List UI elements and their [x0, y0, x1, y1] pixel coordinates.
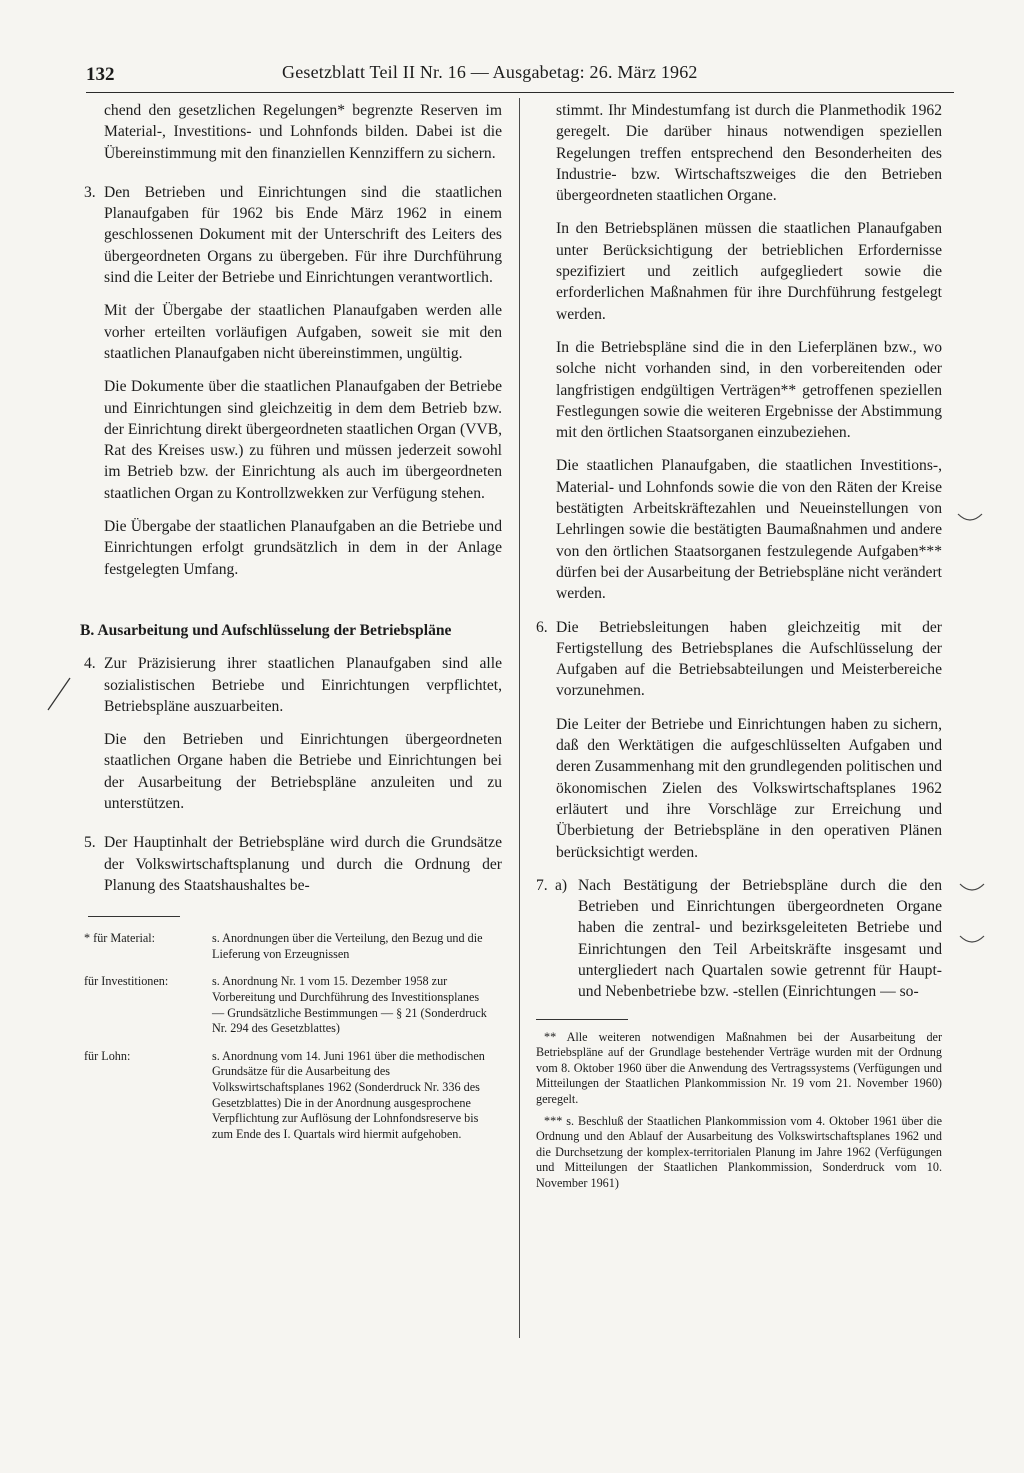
- header-rule: [86, 92, 954, 93]
- item-number: 4.: [84, 655, 96, 673]
- paragraph: Die Leiter der Betriebe und Einrichtungen haben zu sichern, daß den Werktätigen die aufgeschlüsselten Aufgaben und deren Zusammenhang mit den grundlegenden politischen und ökonomischen Zielen des Volkswirtschaftsplanes 1962 erläutert und ihre Vorschläge zur Erreichung und Überbietung der Betriebspläne in den operativen Plänen berücksichtigt werden.: [556, 715, 942, 861]
- paragraph: In die Betriebspläne sind die in den Lieferplänen bzw., wo solche nicht vorhanden sind, in den vorbereitenden oder langfristigen endgültigen Verträgen** getroffenen speziellen Festlegungen sowie die weiteren Ergebnisse der Abstimmung mit den örtlichen Staatsorganen einzubeziehen.: [556, 338, 942, 442]
- pen-mark-curve-1: [956, 510, 984, 528]
- footnote-text: s. Anordnungen über die Verteilung, den Bezug und die Lieferung von Erzeugnissen: [212, 931, 483, 961]
- paragraph-continuation: chend den gesetzlichen Regelungen* begrenzte Reserven im Material-, Investitions- und Lohnfonds bilden. Dabei ist die Übereinstimmung mit den finanziellen Kennziffern zu sichern.: [104, 102, 502, 162]
- numbered-item-5: [84, 832, 502, 896]
- item-number: 5.: [84, 834, 96, 852]
- footnotes-right: [536, 1030, 942, 1192]
- footnote: ** Alle weiteren notwendigen Maßnahmen bei der Ausarbeitung der Betriebspläne auf der Grundlage bestehender Verträge wurden mit der Ordnung vom 8. Oktober 1960 über die Anwendung des Vertragssystems (Verfügungen und Mitteilungen der Staatlichen Plankommission Nr. 19 vom 21. November 1960) geregelt.: [536, 1029, 942, 1106]
- footnote-rule: [536, 1019, 628, 1020]
- paragraph: Die Dokumente über die staatlichen Planaufgaben der Betriebe und Einrichtungen sind gleichzeitig in dem dem Betrieb bzw. der Einrichtung direkt übergeordneten staatlichen Organ (VVB, Rat des Kreises usw.) zu führen und müssen jederzeit sowohl im Betrieb bzw. der Einrichtung als auch im übergeordneten staatlichen Organ zu Kontrollzwekken zur Verfügung stehen.: [104, 378, 502, 502]
- sub-item-letter: a): [555, 876, 568, 894]
- pen-mark-curve-3: [958, 932, 986, 950]
- paragraph-continuation: stimmt. Ihr Mindestumfang ist durch die Planmethodik 1962 geregelt. Die darüber hinaus notwendigen speziellen Regelungen treffen entsprechend den Besonderheiten des Industrie- bzw. Wirtschaftszweiges die den Betrieben übergeordneten staatlichen Organe.: [556, 102, 942, 205]
- item-text: Der Hauptinhalt der Betriebspläne wird durch die Grundsätze der Volkswirtschaftsplanung und durch die Ordnung der Planung des Staatshaushaltes be-: [104, 834, 502, 894]
- page-header-title: Gesetzblatt Teil II Nr. 16 — Ausgabetag: 26. März 1962: [282, 62, 698, 82]
- left-column: [80, 100, 502, 1154]
- footnote: [84, 974, 502, 1036]
- paragraph: Die staatlichen Planaufgaben, die staatlichen Investitions-, Material- und Lohnfonds sowie die von den Räten der Kreise bestätigten Arbeitskräftezahlen und Neueinstellungen von Lehrlingen sowie die bestätigten Baumaßnahmen und andere von den örtlichen Staatsorganen festzulegende Aufgaben*** dürfen bei der Ausarbeitung der Betriebspläne nicht verändert werden.: [556, 457, 942, 603]
- footnote-label: für Lohn:: [84, 1048, 131, 1063]
- footnote-text: s. Anordnung vom 14. Juni 1961 über die methodischen Grundsätze für die Ausarbeitung des Volkswirtschaftsplanes 1962 (Sonderdruck Nr. 336 des Gesetzblattes) Die in der Anordnung ausgesprochene Verpflichtung zur Auflösung der Lohnfondsreserve bis zum Ende des I. Quartals wird hiermit aufgehoben.: [212, 1048, 485, 1141]
- paragraph: Die den Betrieben und Einrichtungen übergeordneten staatlichen Organe haben die Betriebe und Einrichtungen bei der Ausarbeitung der Betriebspläne anzuleiten und zu unterstützen.: [104, 731, 502, 813]
- footnote: [84, 1049, 502, 1143]
- item-text: Die Betriebsleitungen haben gleichzeitig mit der Fertigstellung des Betriebsplanes die Aufschlüsselung der Aufgaben auf die Betriebsabteilungen und Meisterbereiche vorzunehmen.: [556, 618, 942, 700]
- footnote: [84, 931, 502, 962]
- paragraph: Die Übergabe der staatlichen Planaufgaben an die Betriebe und Einrichtungen erfolgt grundsätzlich in dem in der Anlage festgelegten Umfang.: [104, 518, 502, 578]
- footnote-label: für Investitionen:: [84, 974, 169, 989]
- numbered-item-6: [536, 617, 942, 702]
- pen-mark-slash: [44, 676, 74, 712]
- item-number: 3.: [84, 183, 96, 201]
- column-divider: [519, 98, 520, 1338]
- numbered-item-3: [84, 182, 502, 288]
- numbered-item-4: [84, 653, 502, 717]
- paragraph: In den Betriebsplänen müssen die staatlichen Planaufgaben unter Berücksichtigung der betrieblichen Erfordernisse spezifiziert und zeitlich aufgegliedert sowie die erforderlichen Maßnahmen für ihre Durchführung festgelegt werden.: [556, 220, 942, 323]
- footnote-label: * für Material:: [84, 931, 156, 946]
- footnote: *** s. Beschluß der Staatlichen Plankommission vom 4. Oktober 1961 über die Ordnung und den Ablauf der Ausarbeitung des Volkswirtschaftsplanes 1962 und die Durchsetzung der komplex-territorialen Planung im Jahre 1962 (Verfügungen und Mitteilungen der Staatlichen Plankommission, Sonderdruck vom 10. November 1961): [536, 1113, 942, 1190]
- paragraph: Mit der Übergabe der staatlichen Planaufgaben werden alle vorher erteilten vorläufigen Aufgaben, soweit sie mit den staatlichen Planaufgaben nicht übereinstimmen, ungültig.: [104, 302, 502, 362]
- numbered-item-7: [536, 875, 942, 1003]
- right-column: [536, 100, 942, 1198]
- item-text: Den Betrieben und Einrichtungen sind die staatlichen Planaufgaben für 1962 bis Ende März 1962 in einem geschlossenen Dokument mit der Unterschrift des Leiters des übergeordneten Organs zu übergeben. Für ihre Durchführung sind die Leiter der Betriebe und Einrichtungen verantwortlich.: [104, 183, 502, 287]
- footnote-text: s. Anordnung Nr. 1 vom 15. Dezember 1958 zur Vorbereitung und Durchführung des Investitionsplanes — Grundsätzliche Bestimmungen — § 21 (Sonderdruck Nr. 294 des Gesetzblattes): [212, 974, 487, 1036]
- page-number: 132: [86, 64, 115, 85]
- footnotes-left: [84, 931, 502, 1142]
- pen-mark-curve-2: [958, 880, 986, 898]
- section-heading-b: B. Ausarbeitung und Aufschlüsselung der Betriebspläne: [80, 621, 452, 639]
- item-number: 6.: [536, 618, 548, 636]
- footnote-rule: [88, 916, 180, 917]
- item-number: 7.: [536, 876, 548, 894]
- item-text: Nach Bestätigung der Betriebspläne durch die den Betrieben und Einrichtungen übergeordneten Organe haben die zentral- und bezirksgeleiteten Betriebe und Einrichtungen den Teil Arbeitskräfte insgesamt und untergliedert nach Quartalen sowie getrennt für Haupt- und Nebenbetriebe bzw. -stellen (Einrichtungen — so-: [578, 876, 942, 1001]
- item-text: Zur Präzisierung ihrer staatlichen Planaufgaben sind alle sozialistischen Betriebe und Einrichtungen verpflichtet, Betriebspläne auszuarbeiten.: [104, 655, 502, 715]
